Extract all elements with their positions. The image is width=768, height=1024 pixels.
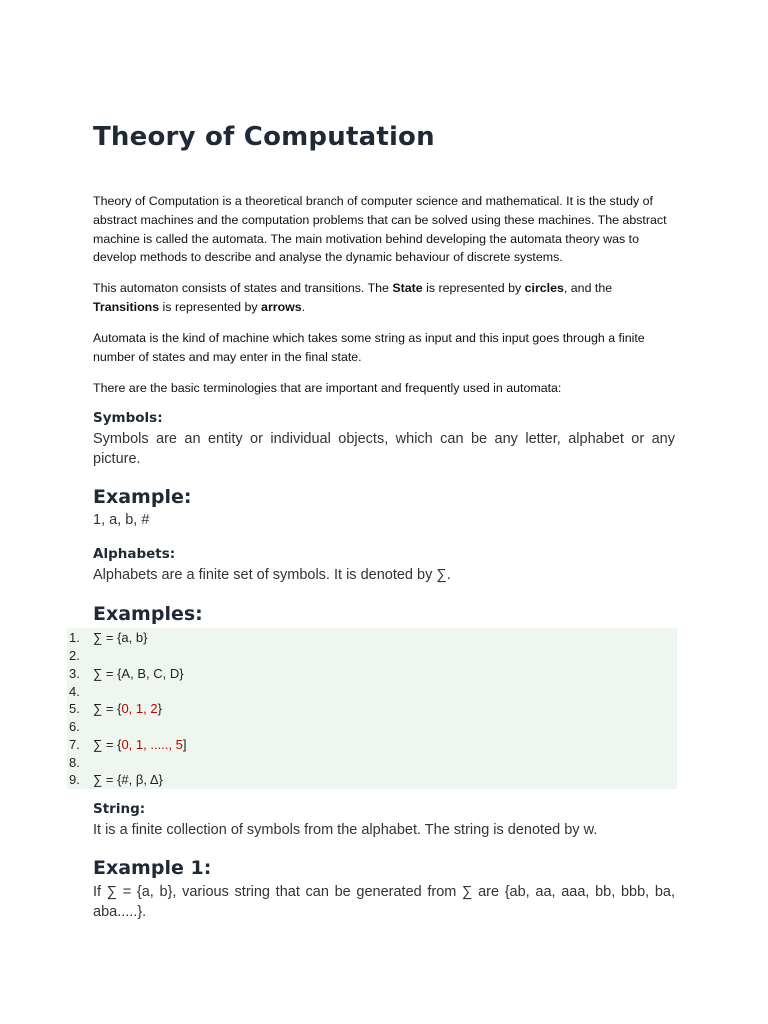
example1-description: If ∑ = {a, b}, various string that can be generated from ∑ are {ab, aa, aaa, bb, bbb, ba, aba.....}. <box>93 884 675 920</box>
example1-heading: Example 1: <box>93 857 212 879</box>
code-line <box>67 647 677 665</box>
examples-heading: Examples: <box>93 603 203 625</box>
code-line <box>67 700 677 718</box>
text-segment: , and the <box>563 281 613 295</box>
line-number: 1. <box>69 630 80 645</box>
code-line <box>67 718 677 736</box>
code-line <box>67 736 677 754</box>
code-text <box>93 665 184 683</box>
alphabets-heading: Alphabets: <box>93 546 176 562</box>
symbols-description: Symbols are an entity or individual objects, which can be any letter, alphabet or any picture. <box>93 431 675 467</box>
code-line <box>67 629 677 647</box>
bold-state: State <box>392 281 423 295</box>
code-text <box>93 629 147 647</box>
code-segment: ∑ = {#, β, Δ} <box>93 772 163 787</box>
code-text <box>93 700 162 718</box>
example-text: 1, a, b, # <box>93 512 150 528</box>
text-segment: is represented by <box>159 299 262 314</box>
code-segment: ] <box>182 737 187 752</box>
code-segment: ∑ = {A, B, C, D} <box>93 666 184 681</box>
states-paragraph <box>93 279 623 317</box>
line-number: 5. <box>69 701 80 716</box>
code-number-segment: 0, 1, 2 <box>121 701 158 716</box>
line-number: 3. <box>69 666 80 681</box>
symbols-heading: Symbols: <box>93 410 163 426</box>
text-segment: This automaton consists of states and transitions. The <box>93 281 393 295</box>
text-segment: . <box>301 299 306 314</box>
code-number-segment: 0, 1, ....., 5 <box>121 737 183 752</box>
text-segment: is represented by <box>422 281 525 295</box>
page-title: Theory of Computation <box>93 122 435 152</box>
line-number: 9. <box>69 772 80 787</box>
code-line <box>67 665 677 683</box>
example-heading: Example: <box>93 486 192 508</box>
automata-paragraph: Automata is the kind of machine which takes some string as input and this input goes through a finite number of states and may enter in the final state. <box>93 331 645 364</box>
bold-circles: circles <box>524 281 564 295</box>
code-line <box>67 771 677 789</box>
bold-arrows: arrows <box>261 299 302 314</box>
code-text <box>93 771 163 789</box>
string-description: It is a finite collection of symbols from the alphabet. The string is denoted by w. <box>93 822 598 838</box>
bold-transitions: Transitions <box>93 299 160 314</box>
line-number: 6. <box>69 719 80 734</box>
code-segment: ∑ = { <box>93 701 122 716</box>
line-number: 7. <box>69 737 80 752</box>
code-segment: ∑ = { <box>93 737 122 752</box>
alphabets-description: Alphabets are a finite set of symbols. It is denoted by ∑. <box>93 567 451 583</box>
code-text <box>93 736 186 754</box>
code-segment: ∑ = {a, b} <box>93 630 148 645</box>
string-heading: String: <box>93 801 146 817</box>
line-number: 8. <box>69 755 80 770</box>
code-line <box>67 683 677 701</box>
terminology-paragraph: There are the basic terminologies that are important and frequently used in automata: <box>93 381 562 395</box>
code-line <box>67 754 677 772</box>
line-number: 2. <box>69 648 80 663</box>
code-block <box>67 628 677 789</box>
line-number: 4. <box>69 684 80 699</box>
code-segment: } <box>157 701 162 716</box>
intro-paragraph: Theory of Computation is a theoretical branch of computer science and mathematical. It is the study of abstract machines and the computation problems that can be solved using these machines. The abstract machine is called the automata. The main motivation behind developing the automata theory was to develop methods to describe and analyse the dynamic behaviour of discrete systems. <box>93 194 667 265</box>
